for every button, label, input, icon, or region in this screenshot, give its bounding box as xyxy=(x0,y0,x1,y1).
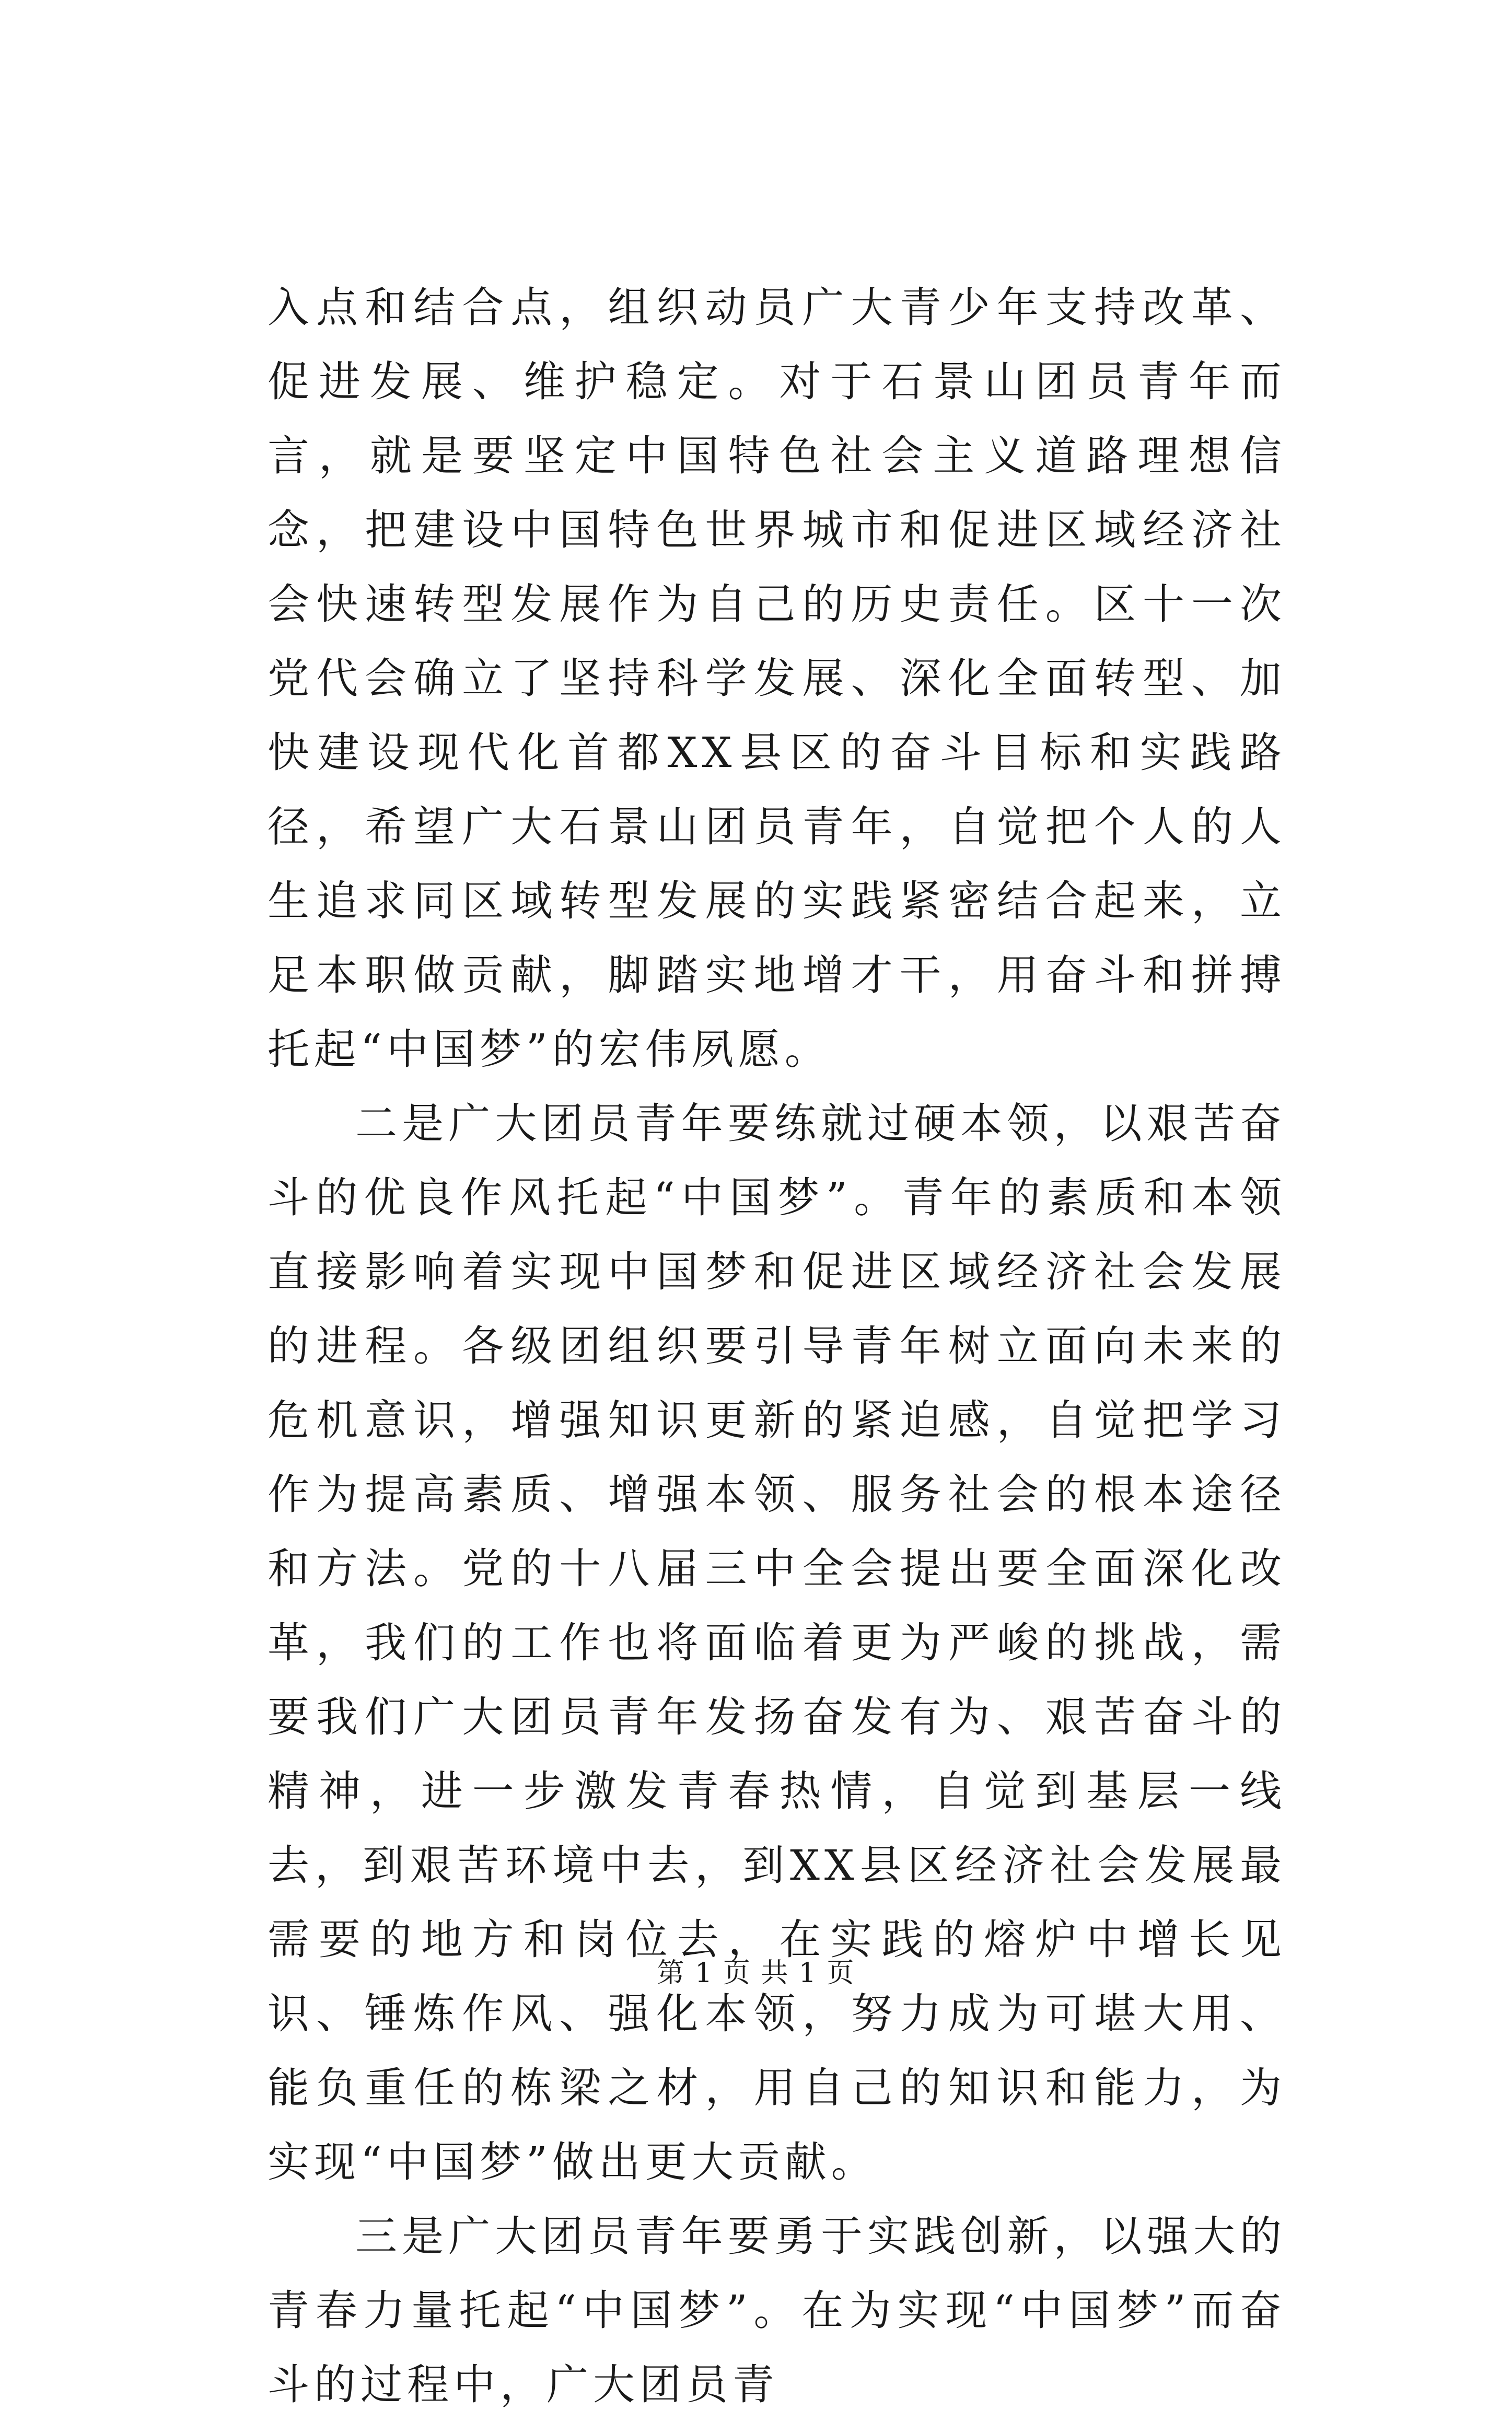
paragraph-3: 三是广大团员青年要勇于实践创新，以强大的青春力量托起“中国梦”。在为实现“中国梦”而奋斗的过程中，广大团员青 xyxy=(267,2212,1286,2409)
document-body xyxy=(267,271,1286,2422)
page-footer: 第 1 页 共 1 页 xyxy=(657,1958,855,1989)
paragraph-1: 入点和结合点，组织动员广大青少年支持改革、促进发展、维护稳定。对于石景山团员青年而言，就是要坚定中国特色社会主义道路理想信念，把建设中国特色世界城市和促进区域经济社会快速转型发展作为自己的历史责任。区十一次党代会确立了坚持科学发展、深化全面转型、加快建设现代化首都XX县区的奋斗目标和实践路径，希望广大石景山团员青年，自觉把个人的人生追求同区域转型发展的实践紧密结合起来，立足本职做贡献，脚踏实地增才干，用奋斗和拼搏托起“中国梦”的宏伟夙愿。 xyxy=(267,283,1286,1074)
paragraph-2: 二是广大团员青年要练就过硬本领，以艰苦奋斗的优良作风托起“中国梦”。青年的素质和本领直接影响着实现中国梦和促进区域经济社会发展的进程。各级团组织要引导青年树立面向未来的危机意识，增强知识更新的紧迫感，自觉把学习作为提高素质、增强本领、服务社会的根本途径和方法。党的十八届三中全会提出要全面深化改革，我们的工作也将面临着更为严峻的挑战，需要我们广大团员青年发扬奋发有为、艰苦奋斗的精神，进一步激发青春热情，自觉到基层一线去，到艰苦环境中去，到XX县区经济社会发展最需要的地方和岗位去，在实践的熔炉中增长见识、锤炼作风、强化本领，努力成为可堪大用、能负重任的栋梁之材，用自己的知识和能力，为实现“中国梦”做出更大贡献。 xyxy=(267,1099,1286,2186)
